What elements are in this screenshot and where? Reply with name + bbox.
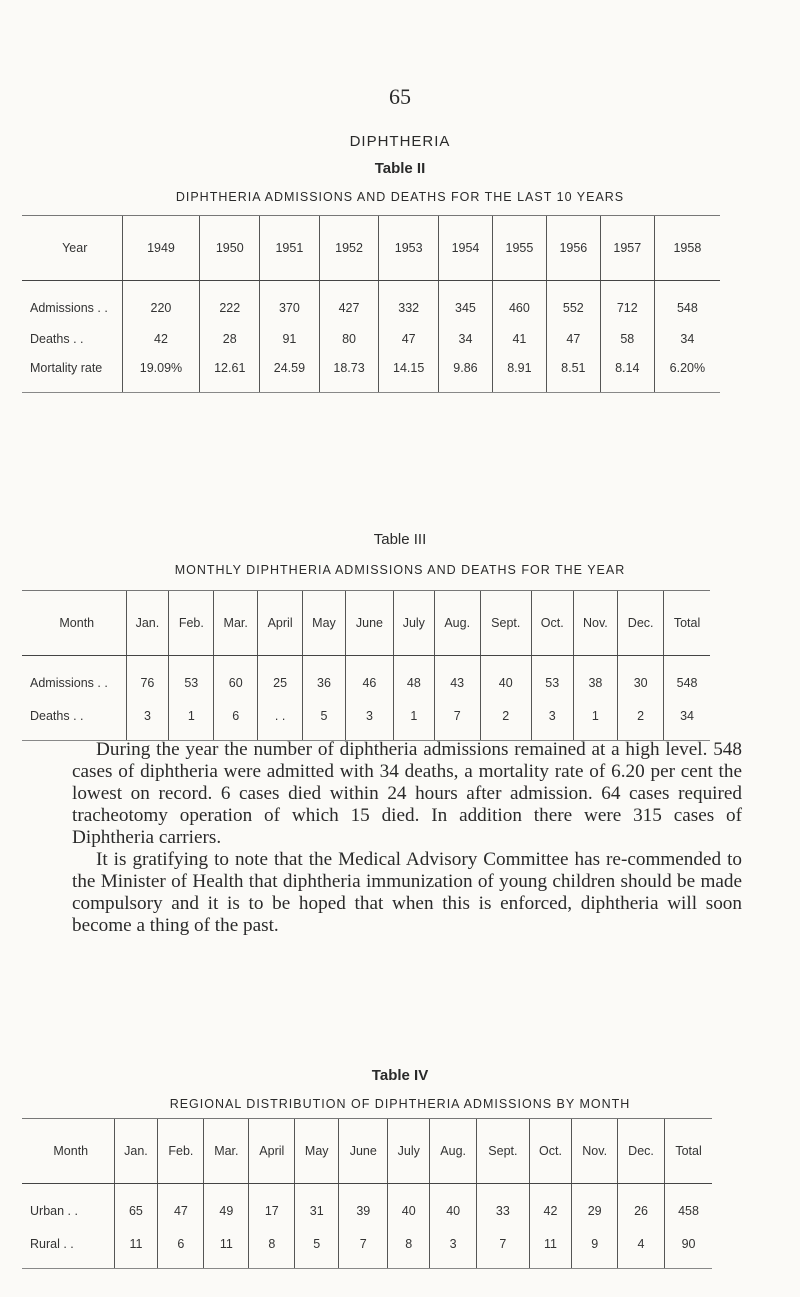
table4-caption: REGIONAL DISTRIBUTION OF DIPHTHERIA ADMISSIONS BY MONTH: [169, 1097, 631, 1111]
table3-label: Table III: [373, 531, 427, 548]
table2-label: Table II: [374, 160, 426, 177]
table-cell: 53: [169, 656, 214, 701]
table-cell: 46: [345, 656, 393, 701]
column-header: Total: [664, 591, 710, 656]
table-cell: 11: [529, 1228, 572, 1269]
table-cell: 5: [303, 700, 346, 741]
table-cell: 90: [665, 1228, 712, 1269]
column-header-label: Month: [22, 591, 126, 656]
column-header: May: [303, 591, 346, 656]
table-cell: 460: [492, 281, 546, 326]
column-header: 1951: [260, 216, 320, 281]
table-cell: 40: [388, 1184, 430, 1229]
column-header: June: [345, 591, 393, 656]
column-header: Feb.: [169, 591, 214, 656]
column-header: 1952: [319, 216, 379, 281]
row-label: Urban . .: [30, 1204, 78, 1218]
table-cell: 31: [295, 1184, 339, 1229]
column-header: Oct.: [531, 591, 573, 656]
column-header: July: [393, 591, 434, 656]
table-cell: 6: [214, 700, 258, 741]
column-header: April: [249, 1119, 295, 1184]
table-row: [22, 325, 720, 352]
table-cell: 80: [319, 325, 379, 352]
table-cell: 548: [654, 281, 720, 326]
column-header: Sept.: [477, 1119, 529, 1184]
table-cell: 76: [126, 656, 169, 701]
column-header: 1950: [200, 216, 260, 281]
row-label: Rural . .: [22, 1228, 114, 1269]
table-cell: 43: [434, 656, 480, 701]
table-cell: 370: [260, 281, 320, 326]
column-header: April: [258, 591, 303, 656]
row-label: Mortality rate: [22, 352, 122, 393]
table-cell: 17: [249, 1184, 295, 1229]
table-cell: 8: [249, 1228, 295, 1269]
table-cell: 3: [345, 700, 393, 741]
table-row: [22, 1228, 712, 1269]
table2: [22, 215, 720, 393]
column-header: Aug.: [430, 1119, 477, 1184]
table-cell: 42: [529, 1184, 572, 1229]
column-header: Dec.: [618, 1119, 665, 1184]
column-header: Mar.: [204, 1119, 249, 1184]
table-cell: 458: [665, 1184, 712, 1229]
row-label: Deaths . .: [22, 700, 126, 741]
table2-caption: DIPHTHERIA ADMISSIONS AND DEATHS FOR THE LAST 10 YEARS: [175, 190, 625, 204]
column-header: 1956: [546, 216, 600, 281]
table-row: [22, 656, 710, 701]
table-cell: 60: [214, 656, 258, 701]
table-cell: 7: [434, 700, 480, 741]
table-cell: 2: [480, 700, 531, 741]
column-header: May: [295, 1119, 339, 1184]
table-cell: 3: [126, 700, 169, 741]
column-header: 1957: [600, 216, 654, 281]
table-cell: 53: [531, 656, 573, 701]
table-cell: 548: [664, 656, 710, 701]
table-cell: 33: [477, 1184, 529, 1229]
column-header: Mar.: [214, 591, 258, 656]
row-label: Deaths . .: [30, 331, 84, 346]
table-cell: 47: [158, 1184, 204, 1229]
table-row: [22, 1184, 712, 1229]
column-header: Nov.: [572, 1119, 618, 1184]
table-cell: 36: [303, 656, 346, 701]
table-cell: 3: [430, 1228, 477, 1269]
table-cell: 58: [600, 325, 654, 352]
table-cell: 19.09%: [122, 352, 200, 393]
table-cell: 42: [122, 325, 200, 352]
table-cell: 220: [122, 281, 200, 326]
table-cell: 11: [114, 1228, 158, 1269]
page-heading: DIPHTHERIA: [349, 133, 451, 150]
column-header: 1949: [122, 216, 200, 281]
table-cell: 38: [573, 656, 618, 701]
table-cell: 11: [204, 1228, 249, 1269]
table-cell: 3: [531, 700, 573, 741]
page-number: 65: [389, 84, 411, 109]
column-header: 1954: [439, 216, 493, 281]
table-cell: 39: [339, 1184, 388, 1229]
table-cell: 47: [546, 325, 600, 352]
column-header: 1953: [379, 216, 439, 281]
table3: [22, 590, 710, 741]
column-header-label: Month: [22, 1119, 114, 1184]
table-cell: 24.59: [260, 352, 320, 393]
table-row: [22, 352, 720, 393]
table-cell: 48: [393, 656, 434, 701]
table-cell: 345: [439, 281, 493, 326]
table-cell: 25: [258, 656, 303, 701]
table-cell: 1: [393, 700, 434, 741]
table-cell: 14.15: [379, 352, 439, 393]
table-cell: 8.91: [492, 352, 546, 393]
table-cell: 9: [572, 1228, 618, 1269]
row-label: Admissions . .: [30, 301, 108, 315]
column-header: Sept.: [480, 591, 531, 656]
table-cell: . .: [258, 700, 303, 741]
table-cell: 8: [388, 1228, 430, 1269]
table-cell: 47: [379, 325, 439, 352]
table-row: [22, 700, 710, 741]
table-cell: 34: [654, 325, 720, 352]
column-header: July: [388, 1119, 430, 1184]
column-header: 1958: [654, 216, 720, 281]
table4-label: Table IV: [371, 1067, 429, 1084]
column-header: Feb.: [158, 1119, 204, 1184]
table-cell: 7: [339, 1228, 388, 1269]
table-cell: 41: [492, 325, 546, 352]
table-cell: 18.73: [319, 352, 379, 393]
paragraph: During the year the number of diphtheria admissions remained at a high level. 548 cases of diphtheria were admitted with 34 deaths, a mortality rate of 6.20 per cent the lowest on record. 6 cases died within 24 hours after admission. 64 cases required tracheotomy operation of which 15 died. In addition there were 315 cases of Diphtheria carriers.: [72, 739, 742, 848]
column-header: Jan.: [114, 1119, 158, 1184]
table4: [22, 1118, 712, 1269]
table-cell: 6.20%: [654, 352, 720, 393]
table-cell: 65: [114, 1184, 158, 1229]
table-cell: 222: [200, 281, 260, 326]
table-cell: 7: [477, 1228, 529, 1269]
table-cell: 34: [439, 325, 493, 352]
table-cell: 29: [572, 1184, 618, 1229]
table-cell: 427: [319, 281, 379, 326]
table-cell: 40: [480, 656, 531, 701]
table-cell: 8.14: [600, 352, 654, 393]
column-header: Dec.: [618, 591, 664, 656]
table-cell: 9.86: [439, 352, 493, 393]
column-header: Aug.: [434, 591, 480, 656]
column-header: Jan.: [126, 591, 169, 656]
table-cell: 30: [618, 656, 664, 701]
table-cell: 4: [618, 1228, 665, 1269]
table-cell: 1: [169, 700, 214, 741]
table-cell: 5: [295, 1228, 339, 1269]
table-cell: 40: [430, 1184, 477, 1229]
column-header: Total: [665, 1119, 712, 1184]
row-label: Admissions . .: [30, 676, 108, 690]
table-cell: 6: [158, 1228, 204, 1269]
table-cell: 34: [664, 700, 710, 741]
paragraph: It is gratifying to note that the Medical Advisory Committee has re-commended to the Minister of Health that diphtheria immunization of young children should be made compulsory and it is to be hoped that when this is enforced, diphtheria will soon become a thing of the past.: [72, 849, 742, 936]
table-cell: 2: [618, 700, 664, 741]
table-cell: 1: [573, 700, 618, 741]
table-cell: 91: [260, 325, 320, 352]
table-cell: 8.51: [546, 352, 600, 393]
table-cell: 712: [600, 281, 654, 326]
table-row: [22, 281, 720, 326]
table-cell: 12.61: [200, 352, 260, 393]
column-header: Oct.: [529, 1119, 572, 1184]
table-cell: 332: [379, 281, 439, 326]
table-cell: 26: [618, 1184, 665, 1229]
body-text: [72, 739, 742, 937]
table-cell: 552: [546, 281, 600, 326]
table-cell: 49: [204, 1184, 249, 1229]
column-header-label: Year: [22, 216, 122, 281]
table3-caption: MONTHLY DIPHTHERIA ADMISSIONS AND DEATHS FOR THE YEAR: [174, 563, 626, 577]
table-cell: 28: [200, 325, 260, 352]
column-header: 1955: [492, 216, 546, 281]
column-header: Nov.: [573, 591, 618, 656]
column-header: June: [339, 1119, 388, 1184]
